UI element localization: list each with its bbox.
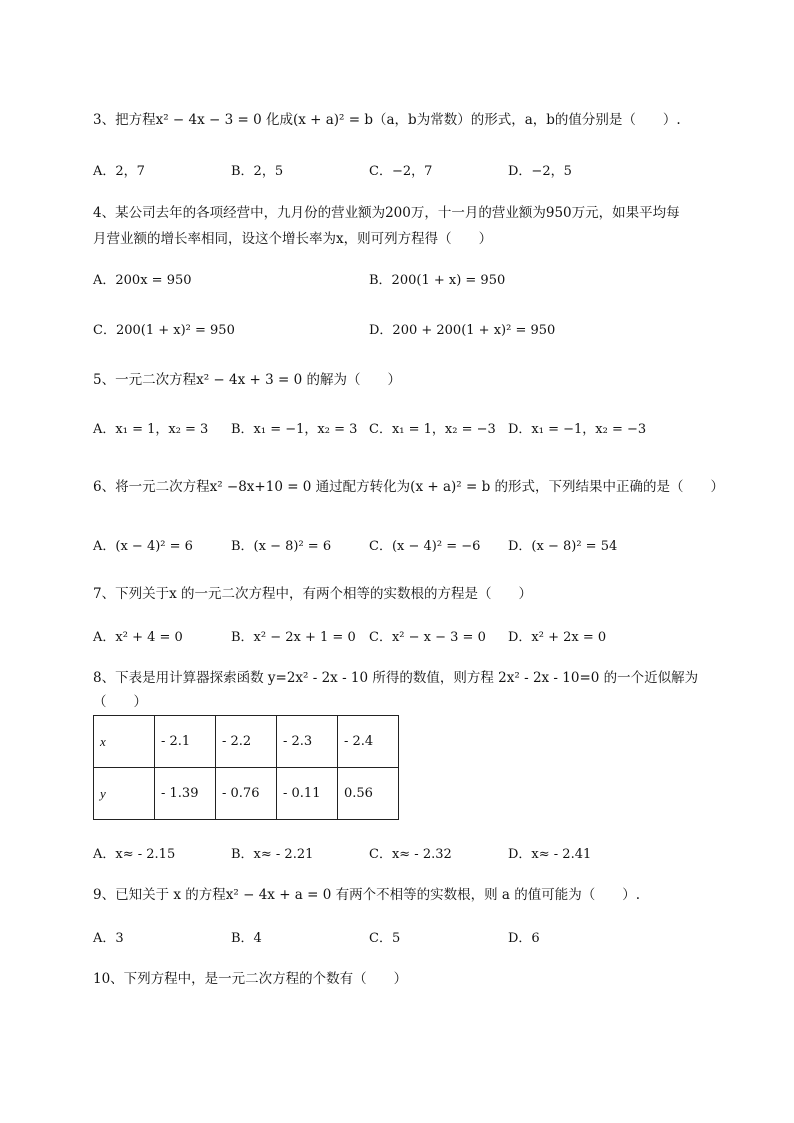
q5-option-c: C．x₁ = 1，x₂ = −3	[369, 422, 496, 437]
table-cell: - 2.4	[338, 716, 399, 768]
table-cell: - 0.76	[216, 768, 277, 820]
table-cell: - 0.11	[277, 768, 338, 820]
q9-option-c: C．5	[369, 931, 401, 946]
question-3-stem: 3、把方程x² − 4x − 3 = 0 化成(x + a)² = b（a，b为常数）的形式，a，b的值分别是（ ）.	[93, 112, 681, 128]
table-header-x: x	[94, 716, 155, 768]
q8-option-c: C．x≈ - 2.32	[369, 847, 452, 862]
q9-option-b: B．4	[231, 931, 262, 946]
q3-option-b: B．2，5	[231, 164, 284, 179]
q5-option-a: A．x₁ = 1，x₂ = 3	[93, 422, 209, 437]
q4-option-b: B．200(1 + x) = 950	[369, 273, 506, 288]
table-cell: - 2.2	[216, 716, 277, 768]
q5-option-b: B．x₁ = −1，x₂ = 3	[231, 422, 358, 437]
question-5-stem: 5、一元二次方程x² − 4x + 3 = 0 的解为（ ）	[93, 372, 401, 388]
table-cell: - 2.1	[155, 716, 216, 768]
q8-option-d: D．x≈ - 2.41	[508, 847, 592, 862]
q7-option-a: A．x² + 4 = 0	[93, 630, 183, 645]
q4-option-a: A．200x = 950	[93, 273, 192, 288]
q6-option-d: D．(x − 8)² = 54	[508, 539, 618, 554]
q4-option-c: C．200(1 + x)² = 950	[93, 323, 235, 338]
q6-option-c: C．(x − 4)² = −6	[369, 539, 481, 554]
q6-option-a: A．(x − 4)² = 6	[93, 539, 193, 554]
question-4-stem-line2: 月营业额的增长率相同，设这个增长率为x，则可列方程得（ ）	[93, 231, 493, 247]
table-header-y: y	[94, 768, 155, 820]
table-row	[94, 768, 399, 820]
question-8-stem-line1: 8、下表是用计算器探索函数 y=2x² - 2x - 10 所得的数值，则方程 2x² - 2x - 10=0 的一个近似解为	[93, 670, 699, 686]
q8-option-b: B．x≈ - 2.21	[231, 847, 314, 862]
q7-option-d: D．x² + 2x = 0	[508, 630, 607, 645]
q3-option-a: A．2，7	[93, 164, 145, 179]
question-4-stem-line1: 4、某公司去年的各项经营中，九月份的营业额为200万，十一月的营业额为950万元，如果平均每	[93, 205, 680, 221]
question-8-stem-line2: （ ）	[93, 694, 147, 710]
q9-option-d: D．6	[508, 931, 540, 946]
q3-option-d: D．−2，5	[508, 164, 572, 179]
q7-option-b: B．x² − 2x + 1 = 0	[231, 630, 356, 645]
question-10-stem: 10、下列方程中，是一元二次方程的个数有（ ）	[93, 971, 408, 987]
q3-option-c: C．−2，7	[369, 164, 433, 179]
q7-option-c: C．x² − x − 3 = 0	[369, 630, 486, 645]
q9-option-a: A．3	[93, 931, 124, 946]
table-row	[94, 716, 399, 768]
q6-option-b: B．(x − 8)² = 6	[231, 539, 332, 554]
q8-option-a: A．x≈ - 2.15	[93, 847, 176, 862]
table-cell: - 1.39	[155, 768, 216, 820]
q5-option-d: D．x₁ = −1，x₂ = −3	[508, 422, 647, 437]
question-7-stem: 7、下列关于x 的一元二次方程中，有两个相等的实数根的方程是（ ）	[93, 586, 532, 602]
question-9-stem: 9、已知关于 x 的方程x² − 4x + a = 0 有两个不相等的实数根，则 a 的值可能为（ ）.	[93, 887, 641, 903]
table-cell: 0.56	[338, 768, 399, 820]
q4-option-d: D．200 + 200(1 + x)² = 950	[369, 323, 556, 338]
table-cell: - 2.3	[277, 716, 338, 768]
question-6-stem: 6、将一元二次方程x² −8x+10 = 0 通过配方转化为(x + a)² = b 的形式，下列结果中正确的是（ ）	[93, 479, 725, 495]
values-table	[93, 715, 399, 820]
